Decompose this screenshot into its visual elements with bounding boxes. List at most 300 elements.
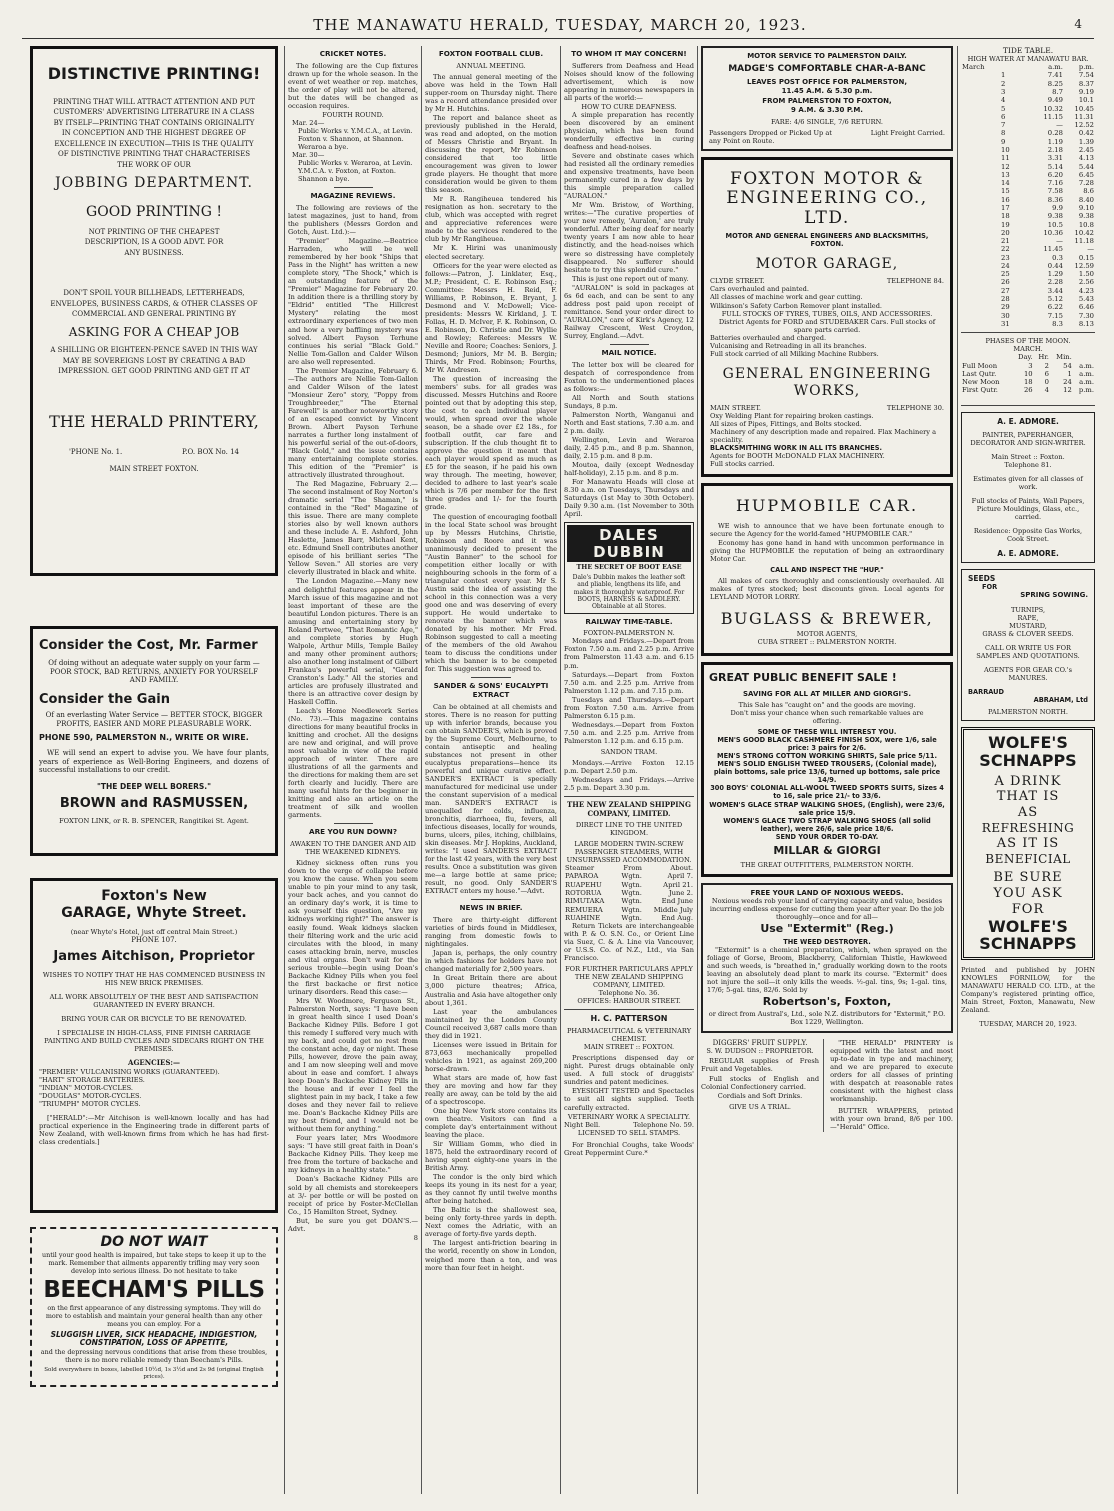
table-row [961,88,1095,96]
news-item: The Baltic is the shallowest sea, being only forty-three yards in depth. Next comes the Adriatic, with an average of forty-five yards depth. [425,1206,557,1239]
tide-day: 23 [1001,253,1010,262]
garage-text-2: ALL WORK ABSOLUTELY OF THE BEST AND SATISFACTION GUARANTEED IN EVERY BRANCH. [49,992,259,1009]
printery-text: "THE HERALD" PRINTERY is equipped with the latest and most up-to-date in type and machinery, and we are prepared to execute orders for all classes of printing with despatch at reasonable rates consistent with the highest class workmanship. [830,1038,953,1104]
motor-garage-heading: MOTOR GARAGE, [755,256,899,273]
tide-am: — [1056,121,1063,130]
tide-pm: 4.13 [1078,154,1094,163]
article-paragraph: Can be obtained at all chemists and stores. There is no reason for putting up with inferior brands, because you can obtain SANDER'S, which is proved by the Supreme Court, Melbourne, to contain antiseptic and healing substances not present in other eucalyptus preparations—hence its powerful and unique curative effect. SANDER'S EXTRACT is specially manufactured for medicinal use under the constant supervision of a medical man. SANDER'S EXTRACT is unequalled for colds, influenza, bronchitis, diarrhoea, flu, fevers, all infectious diseases, locally for wounds, burns, ulcers, piles, itching, chilblains, skin diseases. Mr J. Hopkins, Auckland, writes: "I used SANDER'S EXTRACT for the last 42 years, with the very best results. Once a substitution was given me—a large bottle at same price; result, no good. Only SANDER'S EXTRACT enters my house."—Advt. [425,702,557,896]
steamer-name: RUAPEHU [565,880,602,889]
table-row [961,121,1095,129]
tide-day: 26 [1001,278,1010,287]
wolfe-brand: WOLFE'S SCHNAPPS [979,916,1077,954]
patterson-stamps: LICENSED TO SELL STAMPS. [577,1128,681,1137]
tide-pm: 7.30 [1078,311,1094,320]
article-paragraph: Four years later, Mrs Woodmore says: "I have still great faith in Doan's Backache Kidney Pills. They keep me free from the torture of backache and my kidneys in a healthy state." [288,1134,418,1175]
table-row [961,254,1095,262]
table-row [961,303,1095,311]
tide-am: 10.5 [1047,220,1063,229]
tide-day: 17 [1001,203,1010,212]
timetable-entry: Tuesdays and Thursdays.—Depart from Foxton 7.50 a.m. Arrive from Palmerston 6.15 p.m. [564,695,694,720]
table-row [961,138,1095,146]
wolfe-line: AS [1017,805,1039,821]
foxton-motor-title: FOXTON MOTOR & ENGINEERING CO., LTD. [726,168,928,228]
column-2 [288,46,418,1494]
tide-am: 11.15 [1043,112,1063,121]
works-line: Full stocks carried. [710,460,775,469]
imprint-date: TUESDAY, MARCH 20, 1923. [979,1020,1077,1029]
agencies-heading: AGENCIES:— [128,1058,180,1068]
table-header [961,353,1012,361]
divider [961,332,1095,333]
well-borers: "THE DEEP WELL BORERS." [96,781,212,791]
news-item: Sir William Gomm, who died in 1875, held the extraordinary record of having spent eighty-one years in the British Army. [425,1140,557,1173]
tide-am: 8.36 [1047,195,1063,204]
weed-destroyer: THE WEED DESTROYER. [783,937,871,946]
tide-day: 21 [1001,237,1010,246]
printing-ad [30,46,278,576]
moon-cell: 26 [1023,386,1033,395]
moon-cell: 24 [1063,378,1072,387]
weeds-text: Noxious weeds rob your land of carrying capacity and value, besides incurring endless expense for cutting them year after year. Do the job thoroughly—once and for all— [709,897,945,922]
garage-line: Batteries overhauled and charged. [710,333,827,342]
table-row [961,146,1095,154]
tide-day: 31 [1001,319,1010,328]
article-paragraph: But, be sure you get DOAN'S.—Advt. [288,1216,418,1233]
divider [471,677,511,678]
moon-month: MARCH. [1013,345,1043,354]
wolfe-line: BENEFICIAL [985,851,1071,866]
admore-residence: Residence: Opposite Gas Works, Cook Street. [973,527,1083,544]
steamer-from: Wgtn. [621,913,642,922]
moon-cell: First Qutr. [962,386,998,395]
tide-am: 8.3 [1052,319,1063,328]
article-paragraph: The following are reviews of the latest magazines, just to hand, from the publishers (Messrs Gordon and Gotch, Aust. Ltd.):— [288,204,418,237]
hupmobile-call: CALL AND INSPECT THE "HUP." [770,565,884,574]
printery-po-box: P.O. BOX No. 14 [182,448,239,457]
diggers-ad [701,1039,824,1132]
tide-pm: 0.15 [1078,253,1094,262]
table-header: p.m. [1078,63,1094,72]
table-row [961,270,1095,278]
tide-am: 10.32 [1043,104,1063,113]
moon-cell: 2 [1044,361,1049,370]
admore-ad [961,412,1095,564]
table-row [961,212,1095,220]
moon-table [961,353,1095,394]
garage-phone: PHONE 107. [131,935,177,944]
admore-name: A. E. ADMORE. [997,549,1059,559]
table-row [961,196,1095,204]
garage-near: (near Whyte's Hotel, just off central Main Street.) [70,927,238,936]
tide-pm: 6.46 [1078,303,1094,312]
hupmobile-text: WE wish to announce that we have been fortunate enough to secure the Agency for the world-famed "HUPMOBILE CAR." [710,521,944,538]
clyde-street: CLYDE STREET. [710,277,765,286]
hupmobile-text: All makes of cars thoroughly and conscientiously overhauled. All makes of tyres stocked; best discounts given. Local agents for LEYLAND MOTOR LORRY. [710,576,944,601]
table-row [961,229,1095,237]
wolfe-line: AS IT IS [996,835,1060,851]
table-row [564,872,694,880]
magazine-title: MAGAZINE REVIEWS. [310,191,396,201]
do-not-wait: DO NOT WAIT [100,1234,208,1250]
table-row [961,171,1095,179]
extermit-use: Use "Extermit" (Reg.) [760,922,894,936]
garage-text-4: I SPECIALISE IN HIGH-CLASS, FINE FINISH CARRIAGE PAINTING AND BUILD CYCLES AND SIDECARS RIGHT ON THE PREMISES. [44,1029,264,1054]
tide-pm: 9.10 [1078,203,1094,212]
moon-cell: 3 [1028,361,1033,370]
farmer-title: Consider the Cost, Mr. Farmer [39,638,258,653]
sale-item: MEN'S SOLID ENGLISH TWEED TROUSERS, (Colonial made), plain bottoms, sale price 13/6, turned up bottoms, sale price 14/9. [713,760,941,785]
tide-pm: 1.39 [1078,137,1094,146]
sale-item: MEN'S GOOD BLACK CASHMERE FINISH SOX, were 1/6, sale price: 3 pairs for 2/6. [717,736,937,753]
tide-pm: 8.40 [1078,195,1094,204]
article-paragraph: Doan's Backache Kidney Pills are sold by all chemists and storekeepers at 3/- per bottle or will be posted on receipt of price by Foster-McClellan Co., 15 Hamilton Street, Sydney. [288,1175,418,1216]
good-printing-text: NOT PRINTING OF THE CHEAPEST DESCRIPTION, IS A GOOD ADVT. FOR ANY BUSINESS. [84,227,224,257]
shipping-text: Return Tickets are interchangeable with P. & O. S.N. Co., or Orient Line via Suez, C. & A. Line via Vancouver, or U.S.S. Co. of N.Z., Ltd., via San Francisco. [564,922,694,963]
beecham-sold: Sold everywhere in boxes, labelled 10½d, 1s 3½d and 2s 9d (original English prices). [44,1366,264,1380]
cricket-round: FOURTH ROUND. [322,110,384,119]
article-paragraph: Mr R. Rangiheuea tendered his resignation as hon. secretary to the club, which was accepted with regret and appreciative references were made to the services rendered to the club by Mr Rangiheuea. [425,195,557,244]
article-paragraph: The London Magazine.—Many new and delightful features appear in the March issue of this magazine and not least important of these are the beautiful London pictures. There is an amusing and entertaining story by Roland Pertwee, "That Romantic Age," and complete stories by Hugh Walpole, Arthur Mills, Temple Bailey and many other prominent authors; also another long instalment of Gilbert Frankau's powerful serial, "Gerald Cranston's Lady." All the stories and articles are profusely illustrated and there is an attractive cover design by Haskell Coffin. [288,577,418,706]
tide-table [961,63,1095,328]
moon-cell: 10 [1023,369,1033,378]
admore-stock: Full stocks of Paints, Wall Papers, Picture Mouldings, Glass, etc., carried. [971,496,1085,522]
herald-printery-notice [830,1039,953,1132]
run-down-title: ARE YOU RUN DOWN? [309,827,397,837]
tide-day: 3 [1001,88,1006,97]
garage-line: Full stock carried of all Milking Machine Rubbers. [710,349,879,358]
garage-proprietor: James Aitchison, Proprietor [53,949,255,965]
cricket-text: The following are the Cup fixtures drawn up for the whole season. In the event of wet weather or rep. matches, the order of play will not be altered, but the dates will be changed as occasion requires. [288,61,418,110]
tide-day: 12 [1001,162,1010,171]
shipping-apply: FOR FURTHER PARTICULARS APPLY THE NEW ZEALAND SHIPPING COMPANY, LIMITED. [565,965,693,990]
tide-pm: 10.42 [1074,228,1094,237]
garage-line: FULL STOCKS OF TYRES, TUBES, OILS, AND ACCESSORIES. [721,309,933,318]
brown-rasmussen: BROWN and RASMUSSEN, [59,795,249,811]
engineering-works-heading: GENERAL ENGINEERING WORKS, [722,365,932,399]
farmer-phone: PHONE 590, PALMERSTON N., WRITE OR WIRE. [39,733,249,743]
motor-freight: Light Freight Carried. [870,128,945,137]
article-number: 8 [413,1233,418,1242]
imprint: Printed and published by JOHN KNOWLES FORNILOW, for the MANAWATU HERALD CO. LTD., at the Company's registered printing office, Main Street, Foxton, Manawatu, New Zealand. [961,965,1095,1015]
article-paragraph: "AURALON" is sold in packages at 6s 6d each, and can be sent to any address post paid upon receipt of remittance. Send your order direct to "AURALON," care of Kirk's Agency, 12 Railway Crescent, West Croydon, Surrey, England.—Advt. [564,283,694,340]
tide-pm: 9.38 [1078,212,1094,221]
garage-line: Cars overhauled and painted. [710,285,809,294]
table-header: About. [670,864,693,873]
tide-am: 6.22 [1047,303,1063,312]
moon-cell: a.m. [1079,369,1094,378]
steamer-name: ROTORUA [565,889,602,898]
concern-title: TO WHOM IT MAY CONCERN! [571,49,687,58]
article-paragraph: Officers for the year were elected as follows:—Patron, J. Linklater, Esq., M.P.; President, C. E. Robinson Esq.; Committee: Messrs H. Reid, F. Williams, P. Robinson, E. Bryant, J. Desmond and V. McDowell; Vice-presidents: Messrs W. Kirkland, J. T. Follas, H. D. McIver, F. K. Robinson, O. E. Robinson, D. Christie and Dr. Wyllie and Rowley; Referees: Messrs W. Neville and Roore; Coaches: Seniors, J. Desmond; Juniors, Mr M. B. Bergin; Thirds, Mr Fred. Robinson; Fourths, Mr W. Andresen. [425,261,557,374]
buglass-brewer: BUGLASS & BREWER, [720,608,934,628]
news-item: What stars are made of, how fast they are moving and how far they really are away, can be told by the aid of a spectroscope. [425,1073,557,1106]
dales-dubbin-ad [564,522,694,613]
wolfe-line: THAT IS [996,789,1060,805]
tide-day: 6 [1001,112,1006,121]
news-item: The condor is the only bird which keeps its young in its nest for a year, as they cannot fly until twelve months after being hatched. [425,1173,557,1206]
sale-item: MEN'S STRONG COTTON WORKING SHIRTS, Sale price 5/11. [717,752,937,761]
tide-am: 0.28 [1047,129,1063,138]
shipping-telephone: Telephone No. 36. [598,989,660,998]
shipping-title: THE NEW ZEALAND SHIPPING COMPANY, LIMITED. [567,799,691,818]
article-paragraph: "Premier" Magazine.—Beatrice Harraden, who will be well remembered by her book "Ships that Pass in the Night" has written a new complete story, "The Shock," which is an outstanding feature of the "Premier" Magazine for February 20. In addition there is a thrilling story by "Eldrid" entitled "The Hillcrest Mystery" relating the most extraordinary experiences of two men and how a very baffling mystery was solved. Albert Payson Terhune continues his serial "Black Gold." Nellie Tom-Gallon and Calder Wilson are also well represented. [288,237,418,366]
printing-intro: PRINTING THAT WILL ATTRACT ATTENTION AND PUT CUSTOMERS' ADVERTISING LITERATURE IN A CLASS BY ITSELF—PRINTING THAT CONTAINS ORIGINALITY IN CONCEPTION AND THE HIGHEST DEGREE OF EXCELLENCE IN EXECUTION—THIS IS THE QUALITY OF DISTINCTIVE PRINTING THAT CHARACTERISES THE WORK OF OUR [53,97,255,169]
printery-phone: 'PHONE No. 1. [69,448,123,457]
fixture-line: Mar. 24— [292,119,325,127]
wolfe-brand: WOLFE'S SCHNAPPS [979,733,1077,770]
tide-am: 3.44 [1047,286,1063,295]
motor-time-1: 11.45 A.M. & 5.30 p.m. [781,86,873,95]
farmer-text-2: Of an everlasting Water Service — BETTER STOCK, BIGGER PROFITS, EASIER AND MORE PLEASURABLE WORK. [45,711,263,728]
diggers-cordials: Cordials and Soft Drinks. [717,1091,803,1100]
char-a-banc: MADGE'S COMFORTABLE CHAR-A-BANC [728,63,926,74]
sale-title: GREAT PUBLIC BENEFIT SALE ! [709,670,897,684]
moon-cell: a.m. [1079,378,1094,387]
dales-subtitle: THE SECRET OF BOOT EASE [576,563,682,572]
hupmobile-text: Economy has gone hand in hand with uncommon performance in giving the HUPMOBILE the reputation of being an extraordinary Motor Car. [710,538,944,563]
moon-cell: p.m. [1078,386,1094,395]
article-paragraph: Palmerston North, Wanganui and North and East stations, 7.30 a.m. and 2 p.m. daily. [564,410,694,435]
table-header: Day. [1018,353,1033,362]
agency-item: "PREMIER" VULCANISING WORKS (GUARANTEED). [39,1067,220,1076]
tide-pm: 2.45 [1078,145,1094,154]
garage-text-1: WISHES TO NOTIFY THAT HE HAS COMMENCED BUSINESS IN HIS NEW BRICK PREMISES. [42,970,266,987]
column-rule [421,46,422,1494]
seeds-call: CALL OR WRITE US FOR SAMPLES AND QUOTATIONS. [976,644,1080,661]
tide-pm: 11.18 [1074,237,1094,246]
article-paragraph: A simple preparation has recently been discovered by an eminent physician, which has been found wonderfully effective in curing deafness and head-noises. [564,110,694,152]
article-paragraph: This is just one report out of many. [572,274,689,283]
sale-item: WOMEN'S GLACE TWO STRAP WALKING SHOES (all solid leather), were 26/6, sale price 18/6. [723,816,931,833]
moon-cell: Full Moon [962,361,998,370]
news-title: NEWS IN BRIEF. [459,903,523,913]
patterson-vet: VETERINARY WORK A SPECIALITY. [567,1112,691,1121]
motor-service-ad [701,46,953,151]
admore-telephone: Telephone 81. [1004,460,1052,469]
tide-pm: 10.45 [1074,104,1094,113]
table-row [961,386,1095,394]
article-paragraph: Moutoa, daily (except Wednesday half-holiday), 2.15 p.m. and 8 p.m. [564,461,694,478]
moon-cell: 6 [1044,369,1049,378]
news-item: Japan is, perhaps, the only country in which fashions for holders have not changed materially for 2,500 years. [425,949,557,974]
divider [471,899,511,900]
herald-printery-heading: THE HERALD PRINTERY, [49,411,259,431]
steamer-from: Wgtn. [621,872,642,881]
seed-item: MUSTARD, [1009,622,1047,631]
moon-title: PHASES OF THE MOON. [985,337,1071,346]
table-row [961,278,1095,286]
steamer-date: April 21. [663,880,693,889]
moon-cell: 1 [1067,369,1072,378]
article-paragraph: Mr Wm. Bristow, of Worthing, writes:—"The curative properties of your new remedy, 'Auralon,' are truly wonderful. After being deaf for nearly twenty years I am now able to hear distinctly, and the head-noises which were so distressing have completely disappeared. No sufferer should hesitate to try this splendid cure." [564,201,694,274]
table-header: From [623,864,642,873]
divider [564,1009,694,1010]
sale-subtitle: SAVING FOR ALL AT MILLER AND GIORGI'S. [743,689,911,698]
article-paragraph: The annual general meeting of the above was held in the Town Hall supper-room on Thursday night. There was a record attendance presided over by Mr H. Hutchins. [425,72,557,113]
tide-day: 25 [1001,270,1010,279]
weeds-title: FREE YOUR LAND OF NOXIOUS WEEDS. [750,888,904,897]
tide-am: 10.36 [1043,228,1063,237]
timetable-entry: Saturdays.—Depart from Foxton 7.50 a.m. and 2.25 p.m. Arrive from Palmerston 1.12 p.m. and 7.15 p.m. [564,670,694,695]
article-paragraph: All North and South stations Sundays, 8 p.m. [564,393,694,410]
beecham-ad [30,1227,278,1387]
tide-subtitle: HIGH WATER AT MANAWATU BAR. [967,55,1089,64]
table-row [961,362,1095,370]
steamer-date: June 2. [668,889,693,898]
tide-am: 3.31 [1047,154,1063,163]
table-row [564,897,694,905]
hupmobile-agents: MOTOR AGENTS, [796,630,858,639]
table-row [961,154,1095,162]
shipping-line: DIRECT LINE TO THE UNITED KINGDOM. [575,821,683,838]
foxton-motor-subtitle: MOTOR AND GENERAL ENGINEERS AND BLACKSMITHS, FOXTON. [725,232,929,249]
sale-item: SOME OF THESE WILL INTEREST YOU. [757,728,897,737]
beecham-text-3: and the depressing nervous conditions that arise from these troubles, there is no more reliable remedy than Beecham's Pills. [40,1348,268,1364]
tide-day: 4 [1001,96,1006,105]
divider [334,823,373,824]
agency-item: "HART" STORAGE BATTERIES. [39,1075,145,1084]
article-paragraph: Leach's Home Needlework Series (No. 73).—This magazine contains directions for many beautiful frocks in knitting and crochet. All the designs are new and original, and will prove most valuable in view of the rapid approach of winter. There are illustrations of all the garments and the directions for making them are set forth clearly and lucidly. There are many useful hints for the beginner in knitting and also an article on the treatment of silk and woollen garments. [288,706,418,820]
tide-day: 13 [1001,170,1010,179]
works-line: Oxy Welding Plant for repairing broken castings. [710,411,874,420]
seeds-ad [961,569,1095,721]
divider [564,796,694,797]
moon-cell: New Moon [962,378,1000,387]
works-line: Agents for BOOTH McDONALD FLAX MACHINERY. [710,452,885,461]
page-number: 4 [1074,17,1082,31]
table-row [961,71,1095,79]
butter-wrappers: BUTTER WRAPPERS, printed with your own brand, 8/6 per 100.—"Herald" Office. [830,1107,953,1132]
tide-am: 9.9 [1052,203,1063,212]
football-subtitle: ANNUAL MEETING. [456,61,526,70]
tide-pm: 12.59 [1074,261,1094,270]
tide-am: 7.15 [1047,311,1063,320]
admore-street: Main Street :: Foxton. [991,452,1065,461]
timetable-entry: Mondays.—Arrive Foxton 12.15 p.m. Depart 2.50 p.m. [564,758,694,775]
tide-day: 22 [1001,245,1010,254]
good-printing-heading: GOOD PRINTING ! [86,204,222,221]
wolfe-line: REFRESHING [981,821,1075,836]
column-rule [957,46,958,1494]
farmer-text-1: Of doing without an adequate water supply on your farm — POOR STOCK, BAD RETURNS, ANXIETY FOR YOURSELF AND FAMILY. [48,659,260,685]
garage-line: Vulcanising and Retreading in all its branches. [710,341,867,350]
sale-address: THE GREAT OUTFITTERS, PALMERSTON NORTH. [740,860,914,869]
table-row [961,80,1095,88]
patterson-address: MAIN STREET :: FOXTON. [583,1043,675,1052]
tide-pm: 10.1 [1078,96,1094,105]
bottom-ads [701,1039,953,1132]
motor-leave: LEAVES POST OFFICE FOR PALMERSTON, [746,78,908,87]
seeds-address: PALMERSTON NORTH. [988,708,1068,717]
article-paragraph: The question of increasing the members' subs. for all grades was discussed. Messrs Hutchins and Roore pointed out that by adopting this step, the cost to each individual player would, when spread over the whole season, be a shade over £2 18s., for football outfit, car fare and subscription. If the club thought fit to approve the question it meant that each player would spend as much as £5 for the season, if he paid his own way through. The meeting, however, decided to adhere to last year's scale which is 7/6 per member for the first three grades and 1/- for the fourth grade. [425,374,557,512]
garage-title-1: Foxton's New [101,888,207,904]
diggers-owner: S. W. DUDSON :: PROPRIETOR. [706,1047,814,1056]
article-paragraph: Kidney sickness often runs you down to the verge of collapse before you know the cause. When you seem unable to pin your mind to any task, your back aches, and you cannot do an ordinary day's work, it is time to ask yourself this question, "Are my kidneys working right?" The answer is easily found. Weak kidneys slacken their filtering work and the uric acid circulates with the blood, in many cases attacking brain, nerve, muscles and vital organs. Don't wait for the serious trouble—begin using Doan's Backache Kidney Pills when you feel the first backache or first notice urinary disorders. Read this case:— [288,859,418,996]
steamer-from: Wgtn. [621,880,642,889]
steamer-name: RIMUTAKA [565,897,605,906]
tide-am: 0.44 [1047,261,1063,270]
article-paragraph: Sufferers from Deafness and Head Noises should know of the following advertisement, which is now appearing in numerous newspapers in all parts of the world:— [564,61,694,102]
dales-brand: DALES DUBBIN [567,525,691,562]
steamer-date: Middle July [653,905,693,914]
tide-am: 8.25 [1047,79,1063,88]
motor-from: FROM PALMERSTON TO FOXTON, [762,97,892,106]
table-row [961,187,1095,195]
tide-month: March [962,63,985,72]
tide-am: 2.18 [1047,145,1063,154]
jobbing-heading: JOBBING DEPARTMENT. [55,175,253,192]
table-row [961,204,1095,212]
extermit-ad [701,883,953,1033]
news-item: The largest anti-friction bearing in the world, recently on show in London, weighed more than a ton, and was more than four feet in height. [425,1239,557,1272]
motor-fare: FARE: 4/6 SINGLE, 7/6 RETURN. [771,117,883,126]
table-row [961,378,1095,386]
seed-item: TURNIPS, [1010,605,1046,614]
tide-pm: 5.43 [1078,295,1094,304]
diggers-trial: GIVE US A TRIAL. [729,1102,791,1111]
tide-am: — [1056,237,1063,246]
garage-line: District Agents for FORD and STUDEBAKER Cars. Full stocks of spare parts carried. [718,317,936,334]
moon-cell: 18 [1023,378,1033,387]
steamer-from: Wgtn. [621,897,642,906]
railway-title: RAILWAY TIME-TABLE. [585,616,673,626]
tide-day: 28 [1001,295,1010,304]
steamer-name: REMUERA [565,905,603,914]
tide-pm: 9.19 [1078,88,1094,97]
tide-am: 5.14 [1047,162,1063,171]
hupmobile-ad [701,483,953,655]
shilling-text: A SHILLING OR EIGHTEEN-PENCE SAVED IN THIS WAY MAY BE SOVEREIGNS LOST BY CREATING A BAD IMPRESSION. GET GOOD PRINTING AND GET IT AT [50,346,258,376]
garage-telephone: TELEPHONE 84. [886,277,944,286]
tide-title: TIDE TABLE. [1002,46,1054,55]
tide-am: 1.29 [1047,270,1063,279]
weeds-text: "Extermit" is a chemical preparation, which, when sprayed on the foliage of Gorse, Broom, Blackberry, Californian Thistle, Hawkweed and such weeds, is "breathed in," gradually working down to the roots leaving an absolutely dead plant to mark its course. "Extermit" does not injure the soil—it only kills the weeds. ½-gal. tins, 9s; 1-gal. tins, 17/6; 5-gal. tins, 82/6. Sold by [707,945,947,994]
seeds-title: SEEDS [968,574,996,584]
beecham-ills: SLUGGISH LIVER, SICK HEADACHE, INDIGESTION, CONSTIPATION, LOSS OF APPETITE, [50,1329,258,1347]
table-row [961,312,1095,320]
tram-title: SANDON TRAM. [600,747,658,756]
news-item: Last year the ambulances maintained by the London County Council received 3,687 calls more than they did in 1921. [425,1007,557,1040]
tide-day: 9 [1001,137,1006,146]
seed-item: GRASS & CLOVER SEEDS. [982,630,1074,639]
tide-day: 7 [1001,121,1006,130]
sale-ad [701,662,953,877]
sale-item: WOMEN'S GLACE STRAP WALKING SHOES, (English), were 23/6, sale price 15/9. [709,800,945,817]
agency-item: "DOUGLAS" MOTOR-CYCLES. [39,1091,142,1100]
cough-cure: For Bronchial Coughs, take Woods' Great Peppermint Cure.* [564,1140,694,1157]
table-row [961,179,1095,187]
steamer-date: End June [661,897,693,906]
moon-cell: 4 [1044,386,1049,395]
column-3 [425,46,557,1494]
article-paragraph: For Manawatu Heads will close at 8.30 a.m. on Tuesdays, Thursdays and Saturdays (1st May to 30th October). Daily 9.30 a.m. (1st November to 30th April. [564,478,694,519]
table-row [564,881,694,889]
masthead-title: THE MANAWATU HERALD, TUESDAY, MARCH 20, 1923. [313,16,807,34]
sale-item: 300 BOYS' COLONIAL ALL-WOOL TWEED SPORTS SUITS, Sizes 4 to 16, sale price 21/- to 33/6. [710,784,944,801]
steamer-name: RUAHINE [565,913,601,922]
fixture-line: Shannon a bye. [298,175,350,184]
tide-day: 18 [1001,212,1010,221]
divider [610,344,649,345]
tide-pm: — [1087,245,1094,254]
steamer-table [564,864,694,922]
patterson-text: Prescriptions dispensed day or night. Purest drugs obtainable only used. A full stock of druggists' sundries and patent medicines. [564,1054,694,1087]
article-paragraph: Mrs W. Woodmore, Ferguson St., Palmerston North, says: "I have been in great health since I used Doan's Backache Kidney Pills. Before I got this remedy I suffered very much with my back, and could get no rest from the constant ache, day or night. These Pills, however, drove the pain away, and I am now sleeping well and move about in ease and comfort. I always keep Doan's Backache Kidney Pills in the house and if ever I feel the slightest pain in my back, I take a few doses and they never fail to relieve me. Doan's Backache Kidney Pills are my best friend, and I would not be without them for anything." [288,996,418,1134]
patterson-subtitle: PHARMACEUTICAL & VETERINARY CHEMIST. [566,1027,692,1044]
beecham-brand: BEECHAM'S PILLS [43,1276,265,1303]
works-line: All sizes of Pipes, Fittings, and Bolts stocked. [710,419,862,428]
masthead-rule [22,38,1094,39]
